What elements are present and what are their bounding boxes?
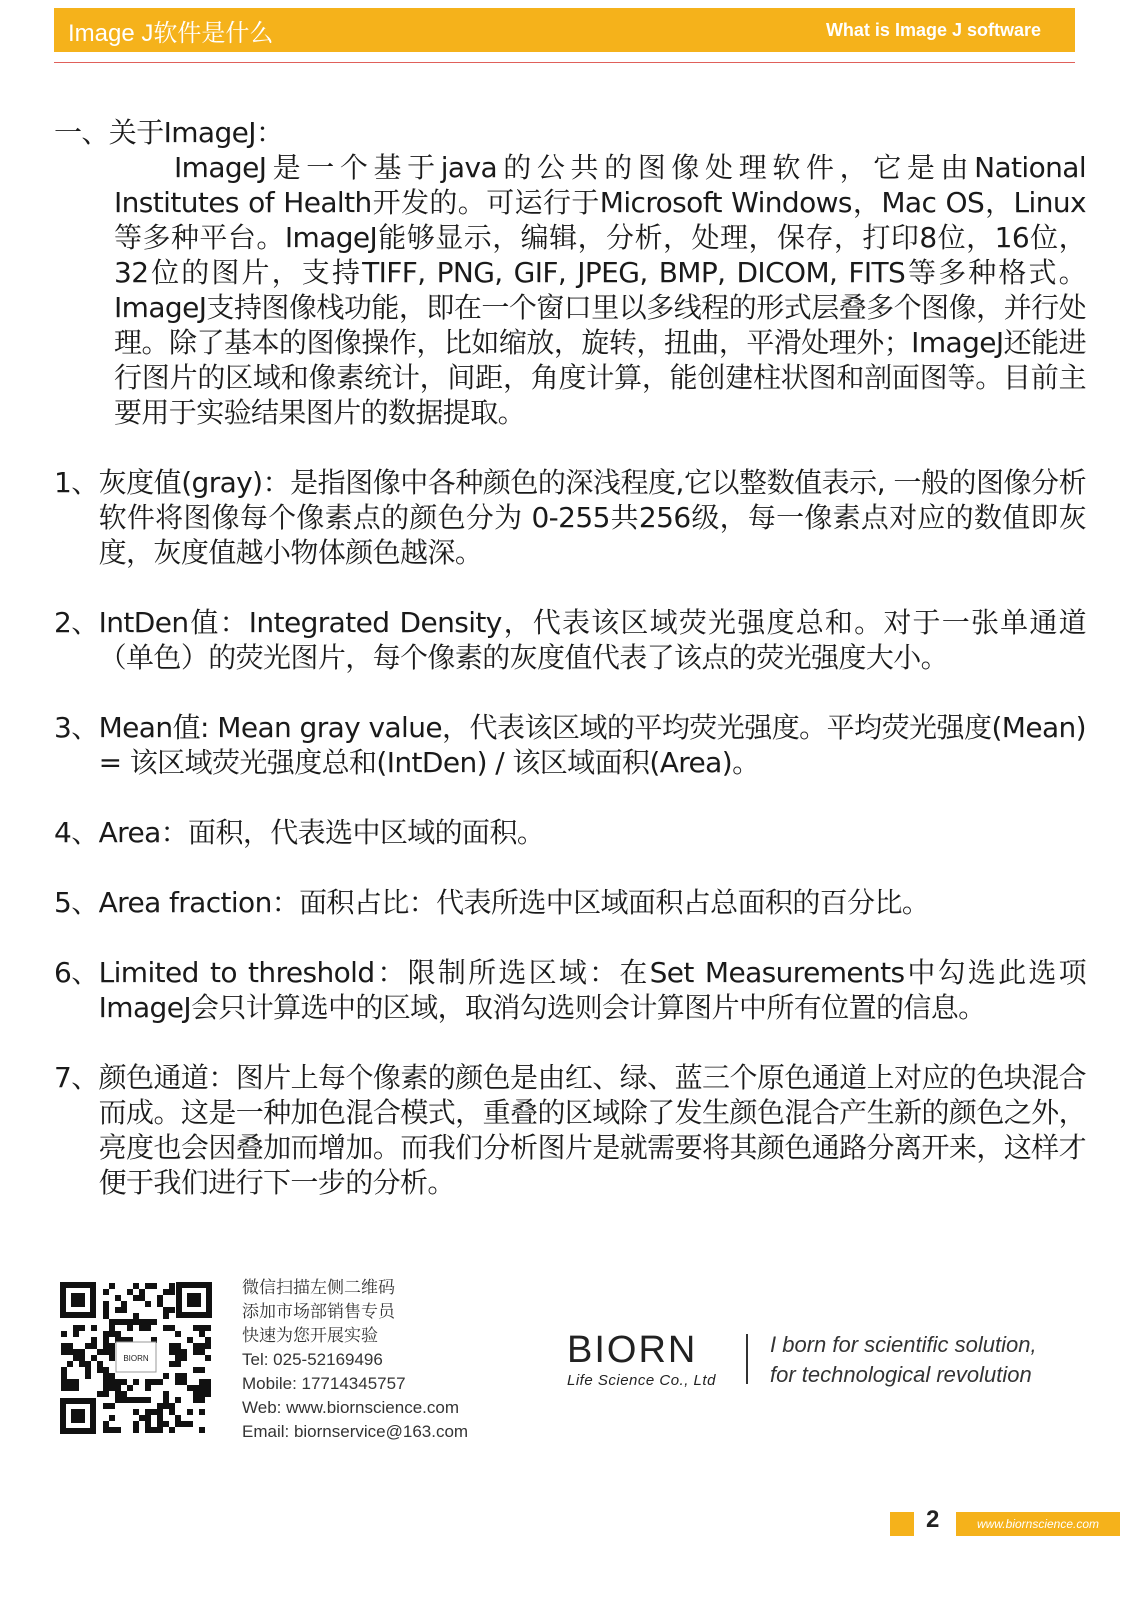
item-text: 颜色通道：图片上每个像素的颜色是由红、绿、蓝三个原色通道上对应的色块混合而成。这是一种加色混合模式，重叠的区域除了发生颜色混合产生新的颜色之外，亮度也会因叠加而增加。而我们分析图片是就需要将其颜色通路分离开来，这样才便于我们进行下一步的分析。 — [98, 1061, 1086, 1199]
footer — [0, 1270, 1131, 1600]
page-subtitle: What is Image J software — [825, 19, 1041, 40]
list-item — [54, 605, 1086, 675]
intro-heading: 一、关于ImageJ： — [54, 116, 284, 149]
slogan-line: I born for scientific solution, — [770, 1332, 1037, 1357]
item-number: 7、 — [54, 1061, 99, 1094]
contact-tel: Tel: 025-52169496 — [242, 1350, 383, 1369]
list-item — [54, 465, 1086, 570]
item-number: 6、 — [54, 956, 99, 989]
item-text: IntDen值：Integrated Density，代表该区域荧光强度总和。对于一张单通道（单色）的荧光图片，每个像素的灰度值代表了该点的荧光强度大小。 — [98, 606, 1086, 674]
contact-block — [242, 1276, 468, 1444]
list-item — [54, 1060, 1086, 1200]
contact-line: 微信扫描左侧二维码 — [242, 1278, 395, 1297]
list-item — [54, 710, 1086, 780]
item-text: Mean值: Mean gray value，代表该区域的平均荧光强度。平均荧光强度(Mean) = 该区域荧光强度总和(IntDen) / 该区域面积(Area)。 — [98, 711, 1086, 779]
item-number: 1、 — [54, 466, 99, 499]
header-bar — [54, 8, 1075, 52]
header-divider — [54, 62, 1075, 63]
site-badge: www.biornscience.com — [956, 1512, 1120, 1536]
contact-line: 快速为您开展实验 — [242, 1326, 378, 1345]
brand-subtitle: Life Science Co., Ltd — [567, 1372, 716, 1389]
item-number: 3、 — [54, 711, 99, 744]
item-text: Limited to threshold：限制所选区域：在Set Measurements中勾选此选项ImageJ会只计算选中的区域，取消勾选则会计算图片中所有位置的信息。 — [98, 956, 1086, 1024]
contact-web: Web: www.biornscience.com — [242, 1398, 459, 1417]
list-item — [54, 885, 1086, 920]
qr-code-icon — [60, 1282, 212, 1434]
brand-name: BIORN — [567, 1329, 698, 1371]
slogan — [770, 1330, 1037, 1390]
item-text: Area：面积，代表选中区域的面积。 — [98, 816, 545, 849]
list-item — [54, 815, 1086, 850]
brand-divider — [746, 1334, 748, 1384]
article-body — [54, 115, 1086, 1200]
contact-email: Email: biornservice@163.com — [242, 1422, 469, 1441]
brand-logo — [567, 1330, 727, 1389]
page-title: Image J软件是什么 — [68, 19, 274, 47]
page-number: 2 — [926, 1506, 940, 1533]
intro-paragraph: ImageJ是一个基于java的公共的图像处理软件，它是由National Institutes of Health开发的。可运行于Microsoft Windows，Mac OS，Linux等多种平台。ImageJ能够显示，编辑，分析，处理，保存，打印8位，16位，32位的图片，支持TIFF, PNG, GIF, JPEG, BMP, DICOM, FITS等多种格式。ImageJ支持图像栈功能，即在一个窗口里以多线程的形式层叠多个图像，并行处理。除了基本的图像操作，比如缩放，旋转，扭曲，平滑处理外；ImageJ还能进行图片的区域和像素统计，间距，角度计算，能创建柱状图和剖面图等。目前主要用于实验结果图片的数据提取。 — [114, 151, 1086, 429]
item-text: Area fraction：面积占比：代表所选中区域面积占总面积的百分比。 — [98, 886, 930, 919]
item-text: 灰度值(gray)：是指图像中各种颜色的深浅程度,它以整数值表示, 一般的图像分析软件将图像每个像素点的颜色分为 0-255共256级，每一像素点对应的数值即灰度，灰度值越小物体颜色越深。 — [98, 466, 1086, 569]
item-number: 4、 — [54, 816, 99, 849]
item-number: 5、 — [54, 886, 99, 919]
contact-line: 添加市场部销售专员 — [242, 1302, 395, 1321]
list-item — [54, 955, 1086, 1025]
item-number: 2、 — [54, 606, 99, 639]
contact-mobile: Mobile: 17714345757 — [242, 1374, 406, 1393]
qr-logo-label: BIORN — [123, 1354, 149, 1363]
slogan-line: for technological revolution — [770, 1362, 1032, 1387]
page-marker — [890, 1512, 914, 1536]
